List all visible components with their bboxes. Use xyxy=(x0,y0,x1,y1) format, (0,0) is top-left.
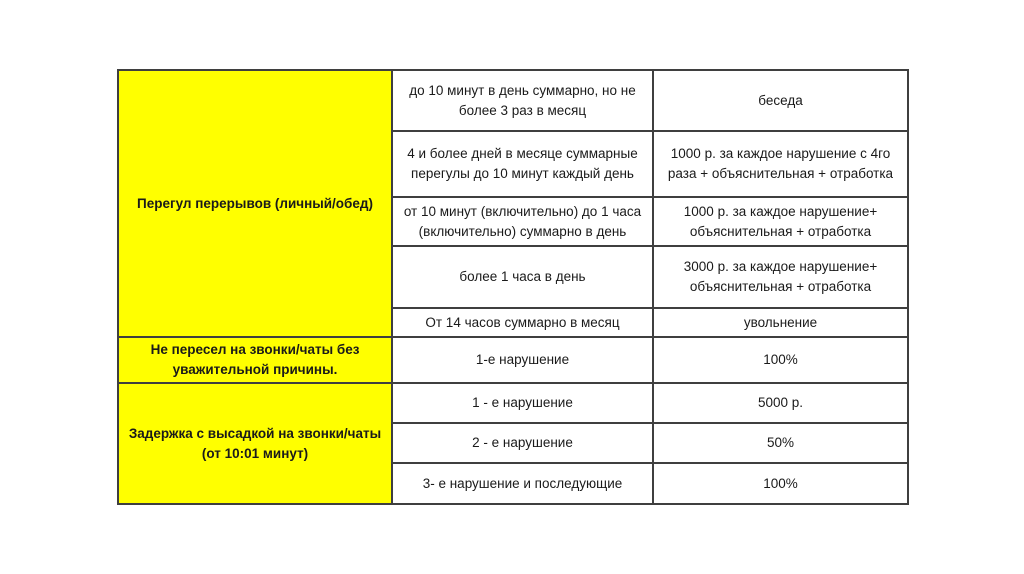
condition-cell: от 10 минут (включительно) до 1 часа (включительно) суммарно в день xyxy=(392,197,653,246)
condition-cell: более 1 часа в день xyxy=(392,246,653,308)
condition-cell: 2 - е нарушение xyxy=(392,423,653,463)
penalty-cell: 50% xyxy=(653,423,908,463)
condition-cell: 4 и более дней в месяце суммарные перегулы до 10 минут каждый день xyxy=(392,131,653,197)
penalty-cell: 1000 р. за каждое нарушение с 4го раза + объяснительная + отработка xyxy=(653,131,908,197)
penalties-table xyxy=(117,69,909,505)
penalty-cell: 5000 р. xyxy=(653,383,908,423)
penalty-cell: 3000 р. за каждое нарушение+ объяснительная + отработка xyxy=(653,246,908,308)
table-row xyxy=(118,337,908,383)
table-row xyxy=(118,70,908,131)
condition-cell: 3- е нарушение и последующие xyxy=(392,463,653,504)
category-cell-overwalk-breaks: Перегул перерывов (личный/обед) xyxy=(118,70,392,337)
condition-cell: 1 - е нарушение xyxy=(392,383,653,423)
penalty-cell: 100% xyxy=(653,337,908,383)
penalty-cell: увольнение xyxy=(653,308,908,337)
condition-cell: От 14 часов суммарно в месяц xyxy=(392,308,653,337)
category-cell-not-switched-to-calls: Не пересел на звонки/чаты без уважительной причины. xyxy=(118,337,392,383)
condition-cell: 1-е нарушение xyxy=(392,337,653,383)
penalty-cell: 1000 р. за каждое нарушение+ объяснительная + отработка xyxy=(653,197,908,246)
penalty-cell: беседа xyxy=(653,70,908,131)
table-row xyxy=(118,383,908,423)
penalty-cell: 100% xyxy=(653,463,908,504)
condition-cell: до 10 минут в день суммарно, но не более 3 раз в месяц xyxy=(392,70,653,131)
category-cell-delay-landing-calls: Задержка с высадкой на звонки/чаты (от 10:01 минут) xyxy=(118,383,392,504)
